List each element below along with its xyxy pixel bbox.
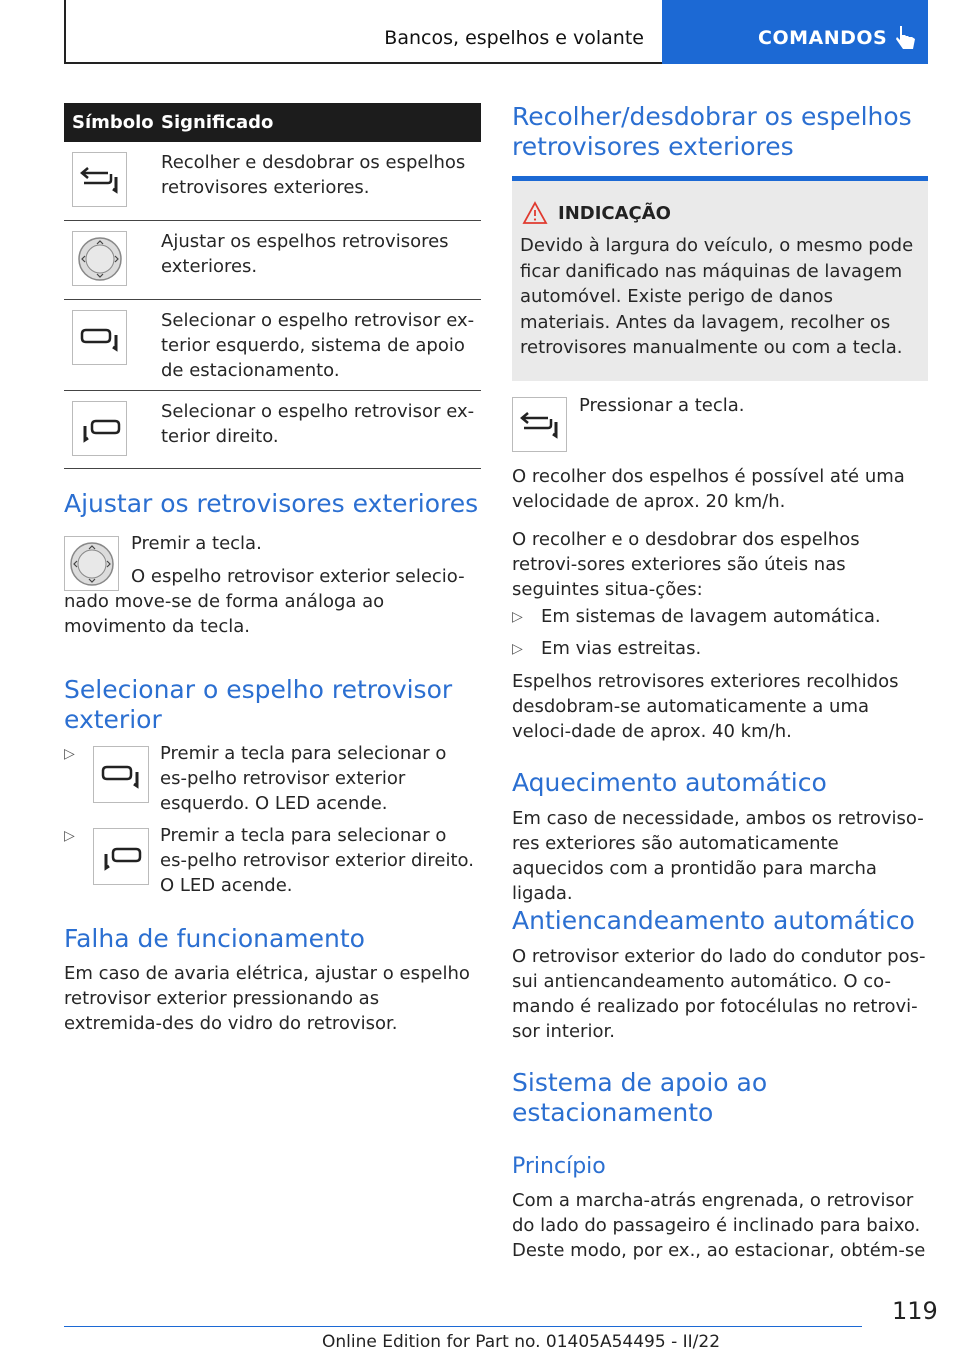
failure-heading: Falha de funcionamento xyxy=(64,924,365,953)
heating-text: Em caso de necessidade, ambos os retroviso-res exteriores são automaticamente aquecidos com a prontidão para marcha ligada. xyxy=(512,808,924,904)
bullet-triangle-icon: ▷ xyxy=(512,609,523,625)
notice-title: INDICAÇÃO xyxy=(558,203,671,224)
select-item-right: Premir a tecla para selecionar o es-pelho retrovisor exterior direito. O LED acende. xyxy=(160,825,474,896)
mirror-right-select-icon xyxy=(72,401,127,456)
symbol-table xyxy=(64,103,481,469)
fold-step: Pressionar a tecla. xyxy=(579,395,745,416)
table-cell-meaning: Selecionar o espelho retrovisor ex-terior direito. xyxy=(161,401,475,447)
warning-icon xyxy=(522,201,548,225)
bullet-triangle-icon: ▷ xyxy=(64,746,75,762)
footer-edition: Online Edition for Part no. 01405A54495 - II/22 xyxy=(322,1332,721,1352)
table-row xyxy=(64,221,481,300)
table-cell-meaning: Ajustar os espelhos retrovisores exteriores. xyxy=(161,231,449,277)
notice-box xyxy=(512,181,928,381)
table-cell-meaning: Selecionar o espelho retrovisor ex-terior esquerdo, sistema de apoio de estacionamento. xyxy=(161,310,475,381)
mirror-left-select-icon xyxy=(93,746,149,803)
mirror-adjust-pad-icon xyxy=(72,231,127,286)
parking-subheading: Princípio xyxy=(512,1154,606,1179)
table-cell-meaning: Recolher e desdobrar os espelhos retrovisores exteriores. xyxy=(161,152,466,198)
bullet-triangle-icon: ▷ xyxy=(64,828,75,844)
adjust-heading: Ajustar os retrovisores exteriores xyxy=(64,489,479,518)
footer-rule xyxy=(64,1326,862,1327)
mirror-fold-icon xyxy=(72,152,127,207)
hand-pointer-icon xyxy=(895,24,917,54)
fold-speed-text: O recolher dos espelhos é possível até uma velocidade de aprox. 20 km/h. xyxy=(512,466,905,512)
table-row xyxy=(64,300,481,391)
list-item: Em vias estreitas. xyxy=(541,638,702,659)
table-row xyxy=(64,391,481,469)
chapter-title: COMANDOS xyxy=(758,27,888,49)
chapter-tab xyxy=(662,0,928,64)
adjust-text: O espelho retrovisor exterior selecio-nado move-se de forma análoga ao movimento da tecla. xyxy=(64,566,465,637)
notice-text: Devido à largura do veículo, o mesmo pode ficar danificado nas máquinas de lavagem automóvel. Existe perigo de danos materiais. Antes da lavagem, recolher os retrovisores manualmente ou com a tecla. xyxy=(520,235,914,358)
col-symbol-header: Símbolo xyxy=(72,112,154,133)
fold-unfold-text: Espelhos retrovisores exteriores recolhidos desdobram-se automaticamente a uma veloci-dade de aprox. 40 km/h. xyxy=(512,671,899,742)
heating-heading: Aquecimento automático xyxy=(512,768,827,797)
parking-text: Com a marcha-atrás engrenada, o retrovisor do lado do passageiro é inclinado para baixo. Deste modo, por ex., ao estacionar, obtém-se xyxy=(512,1190,926,1261)
select-heading: Selecionar o espelho retrovisor exterior xyxy=(64,675,453,734)
page-number: 119 xyxy=(892,1297,938,1325)
mirror-right-select-icon xyxy=(93,828,149,885)
dimming-heading: Antiencandeamento automático xyxy=(512,906,915,935)
bullet-triangle-icon: ▷ xyxy=(512,641,523,657)
fold-heading: Recolher/desdobrar os espelhos retrovisores exteriores xyxy=(512,102,912,161)
failure-text: Em caso de avaria elétrica, ajustar o espelho retrovisor exterior pressionando as extremida-des do vidro do retrovisor. xyxy=(64,963,470,1034)
parking-heading: Sistema de apoio ao estacionamento xyxy=(512,1068,768,1127)
list-item: Em sistemas de lavagem automática. xyxy=(541,606,881,627)
select-item-left: Premir a tecla para selecionar o es-pelho retrovisor exterior esquerdo. O LED acende. xyxy=(160,743,447,814)
dimming-text: O retrovisor exterior do lado do condutor pos-sui antiencandeamento automático. O co-mando é realizado por fotocélulas no retrovi-sor interior. xyxy=(512,946,926,1042)
col-meaning-header: Significado xyxy=(161,112,274,133)
table-row xyxy=(64,142,481,221)
fold-situations-text: O recolher e o desdobrar dos espelhos retrovi-sores exteriores são úteis nas seguintes situa-ções: xyxy=(512,529,860,600)
adjust-step: Premir a tecla. xyxy=(131,533,262,554)
table-header xyxy=(64,103,481,142)
mirror-fold-icon xyxy=(512,397,567,452)
mirror-left-select-icon xyxy=(72,310,127,365)
section-title: Bancos, espelhos e volante xyxy=(384,27,644,49)
